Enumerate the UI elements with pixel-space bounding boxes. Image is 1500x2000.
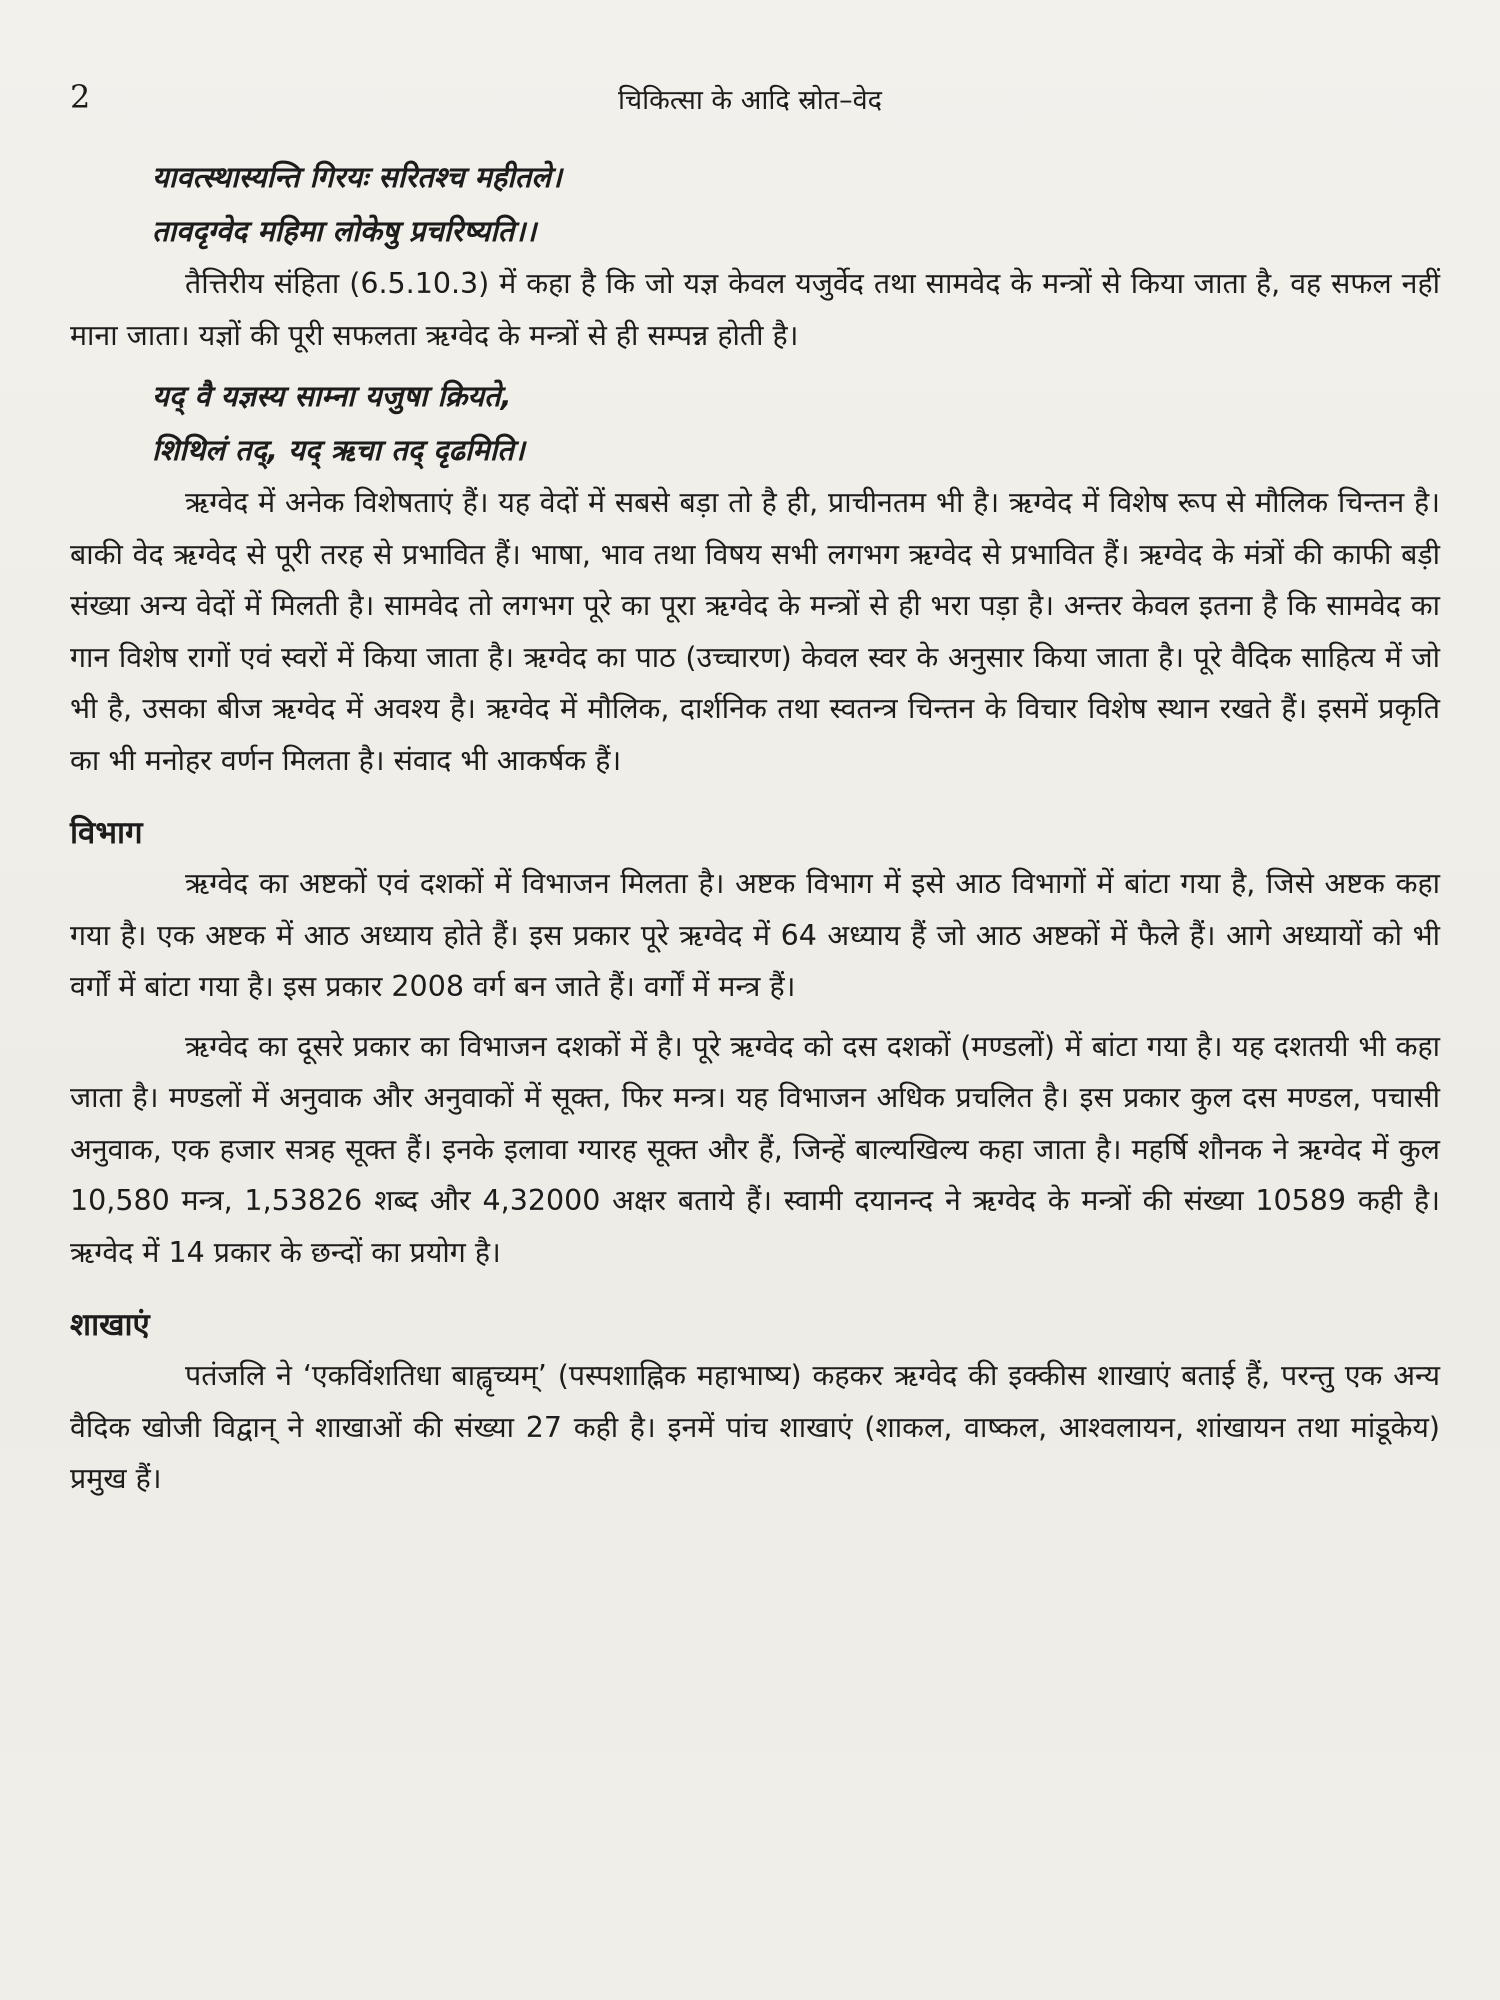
page-number: 2 <box>70 78 91 116</box>
body-paragraph: ऋग्वेद में अनेक विशेषताएं हैं। यह वेदों में सबसे बड़ा तो है ही, प्राचीनतम भी है। ऋग्वेद में विशेष रूप से मौलिक चिन्तन है। बाकी वेद ऋग्वेद से पूरी तरह से प्रभावित हैं। भाषा, भाव तथा विषय सभी लगभग ऋग्वेद से प्रभावित हैं। ऋग्वेद के मंत्रों की काफी बड़ी संख्या अन्य वेदों में मिलती है। सामवेद तो लगभग पूरे का पूरा ऋग्वेद के मन्त्रों से ही भरा पड़ा है। अन्तर केवल इतना है कि सामवेद का गान विशेष रागों एवं स्वरों में किया जाता है। ऋग्वेद का पाठ (उच्चारण) केवल स्वर के अनुसार किया जाता है। पूरे वैदिक साहित्य में जो भी है, उसका बीज ऋग्वेद में अवश्य है। ऋग्वेद में मौलिक, दार्शनिक तथा स्वतन्त्र चिन्तन के विचार विशेष स्थान रखते हैं। इसमें प्रकृति का भी मनोहर वर्णन मिलता है। संवाद भी आकर्षक हैं। <box>70 486 1440 777</box>
body-paragraph: ऋग्वेद का अष्टकों एवं दशकों में विभाजन मिलता है। अष्टक विभाग में इसे आठ विभागों में बांटा गया है, जिसे अष्टक कहा गया है। एक अष्टक में आठ अध्याय होते हैं। इस प्रकार पूरे ऋग्वेद में 64 अध्याय हैं जो आठ अष्टकों में फैले हैं। आगे अध्यायों को भी वर्गों में बांटा गया है। इस प्रकार 2008 वर्ग बन जाते हैं। वर्गों में मन्त्र हैं। <box>70 867 1440 1003</box>
sanskrit-verse-line: तावदृग्वेद महिमा लोकेषु प्रचरिष्यति।। <box>152 214 537 248</box>
page-header <box>70 78 1430 128</box>
sanskrit-verse-line: शिथिलं तद्, यद् ऋचा तद् दृढमिति। <box>152 433 525 467</box>
section-heading-vibhag: विभाग <box>70 815 143 851</box>
section-heading-shakhayen: शाखाएं <box>70 1307 150 1343</box>
body-paragraph: ऋग्वेद का दूसरे प्रकार का विभाजन दशकों में है। पूरे ऋग्वेद को दस दशकों (मण्डलों) में बांटा गया है। यह दशतयी भी कहा जाता है। मण्डलों में अनुवाक और अनुवाकों में सूक्त, फिर मन्त्र। यह विभाजन अधिक प्रचलित है। इस प्रकार कुल दस मण्डल, पचासी अनुवाक, एक हजार सत्रह सूक्त हैं। इनके इलावा ग्यारह सूक्त और हैं, जिन्हें बाल्यखिल्य कहा जाता है। महर्षि शौनक ने ऋग्वेद में कुल 10,580 मन्त्र, 1,53826 शब्द और 4,32000 अक्षर बताये हैं। स्वामी दयानन्द ने ऋग्वेद के मन्त्रों की संख्या 10589 कही है। ऋग्वेद में 14 प्रकार के छन्दों का प्रयोग है। <box>70 1029 1440 1269</box>
body-paragraph: पतंजलि ने ‘एकविंशतिधा बाह्वृच्यम्’ (पस्पशाह्निक महाभाष्य) कहकर ऋग्वेद की इक्कीस शाखाएं बताई हैं, परन्तु एक अन्य वैदिक खोजी विद्वान् ने शाखाओं की संख्या 27 कही है। इनमें पांच शाखाएं (शाकल, वाष्कल, आश्वलायन, शांखायन तथा मांडूकेय) प्रमुख हैं। <box>70 1359 1440 1495</box>
sanskrit-verse-line: यद् वै यज्ञस्य साम्ना यजुषा क्रियते, <box>152 379 512 413</box>
page-content <box>70 150 1440 1505</box>
sanskrit-verse-line: यावत्स्थास्यन्ति गिरयः सरितश्च महीतले। <box>152 160 562 194</box>
body-paragraph: तैत्तिरीय संहिता (6.5.10.3) में कहा है कि जो यज्ञ केवल यजुर्वेद तथा सामवेद के मन्त्रों से किया जाता है, वह सफल नहीं माना जाता। यज्ञों की पूरी सफलता ऋग्वेद के मन्त्रों से ही सम्पन्न होती है। <box>70 267 1440 352</box>
running-title: चिकित्सा के आदि स्रोत–वेद <box>618 85 882 116</box>
